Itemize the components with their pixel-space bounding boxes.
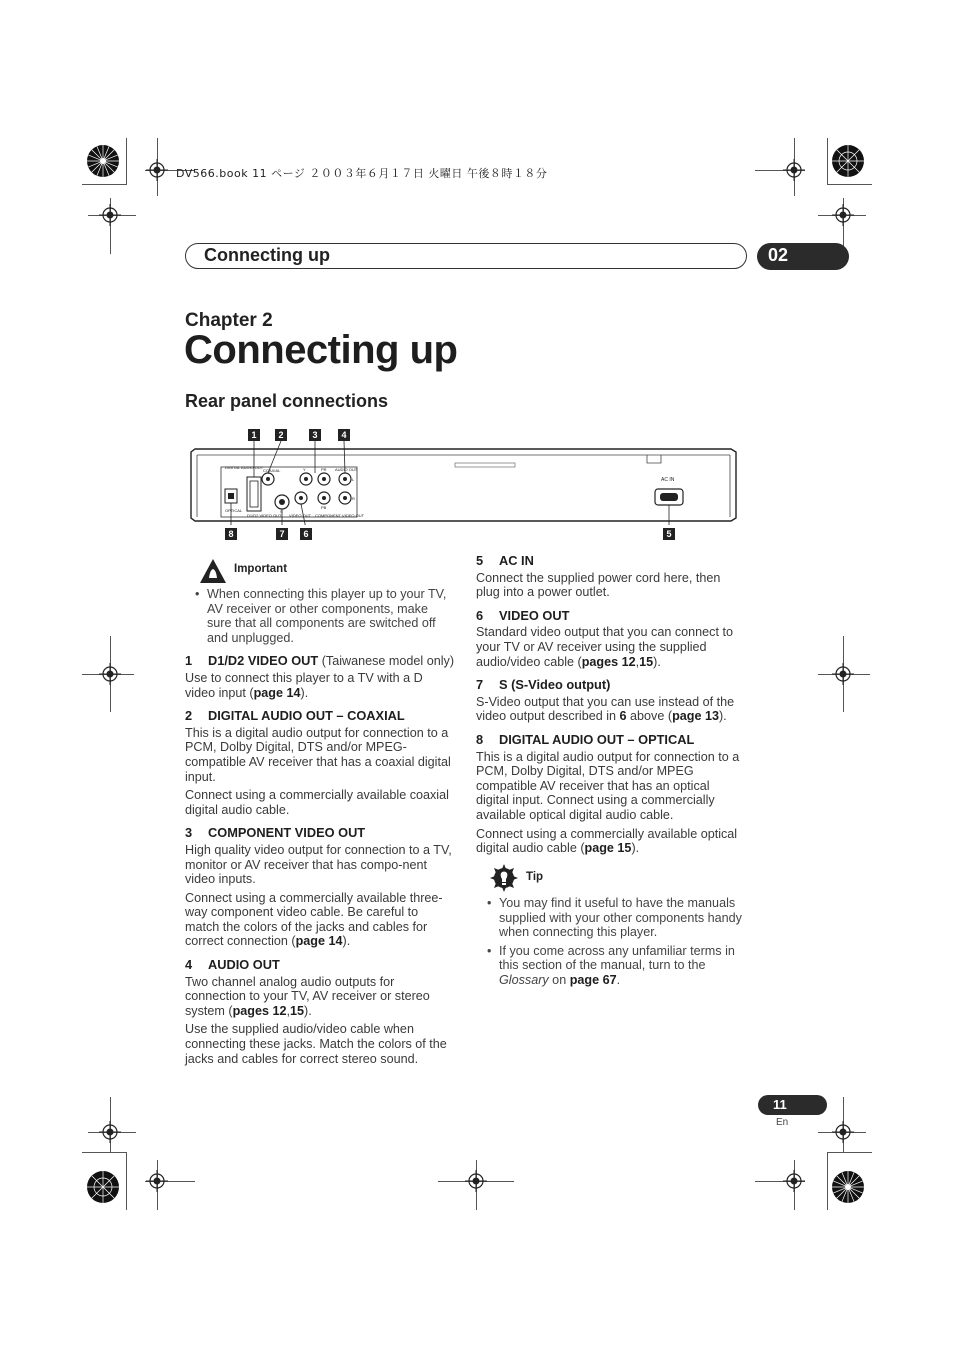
tip-content (487, 896, 745, 988)
registration-target-icon (99, 204, 121, 226)
callout-1: 1 (248, 429, 260, 441)
registration-target-icon (146, 159, 168, 181)
registration-target-icon (99, 1121, 121, 1143)
label-ac-in: AC IN (661, 477, 675, 483)
item-4-heading: 4 AUDIO OUT (185, 957, 280, 973)
running-header-title: Connecting up (204, 245, 330, 265)
label-d1d2: D1/D2 VIDEO OUT (247, 513, 282, 518)
running-header (185, 243, 747, 269)
language-code: En (776, 1117, 789, 1128)
item-5-text: Connect the supplied power cord here, then plug into a power outlet. (476, 570, 721, 600)
registration-target-icon (146, 1170, 168, 1192)
registration-rosette-icon (831, 144, 865, 178)
page-number: 11 (773, 1097, 787, 1112)
tip-lightbulb-icon (490, 864, 518, 892)
item-3-text: High quality video output for connection to a TV, monitor or AV receiver that has compo-nent video inputs. (185, 842, 452, 887)
callout-7: 7 (276, 528, 288, 540)
file-header: DV566.book 11 ページ ２００３年６月１７日 火曜日 午後８時１８分 (176, 167, 548, 180)
label-pr: PR (321, 467, 327, 472)
item-2-text-2: Connect using a commercially available coaxial digital audio cable. (185, 788, 449, 817)
item-7-heading: 7 S (S-Video output) (476, 677, 611, 693)
item-5-heading: 5 AC IN (476, 553, 534, 568)
callout-6: 6 (300, 528, 312, 540)
item-7-text: S-Video output that you can use instead of the video output described in 6 above (page 13). (476, 694, 735, 724)
page-number-badge (758, 1095, 827, 1115)
registration-rosette-icon (831, 1170, 865, 1204)
right-column (476, 554, 744, 856)
item-8-text: This is a digital audio output for connection to a PCM, Dolby Digital, DTS and/or MPEG compatible AV receiver that has an optical digital input. Connect using a commercially available optical digital audio cable. (476, 749, 740, 822)
tip-bullet-1: • You may find it useful to have the manuals supplied with your other components handy when connecting this player. (487, 896, 745, 940)
tip-bullet-2: • If you come across any unfamiliar terms in this section of the manual, turn to the Glossary on page 67. (487, 944, 745, 988)
rear-panel-diagram (185, 425, 741, 525)
chapter-title: Connecting up (184, 328, 458, 372)
registration-rosette-icon (86, 1170, 120, 1204)
label-coaxial: COAXIAL (263, 468, 281, 473)
registration-rosette-icon (86, 144, 120, 178)
registration-target-icon (832, 204, 854, 226)
item-1-text: Use to connect this player to a TV with a D video input (page 14). (185, 670, 423, 700)
callout-3: 3 (309, 429, 321, 441)
label-component-video-out: COMPONENT VIDEO OUT (315, 513, 365, 518)
label-s-video: S (280, 509, 283, 514)
item-3-heading: 3 COMPONENT VIDEO OUT (185, 825, 366, 841)
chapter-label: Chapter 2 (185, 310, 273, 331)
item-1-heading: 1 D1/D2 VIDEO OUT (Taiwanese model only) (185, 653, 455, 669)
item-8-heading: 8 DIGITAL AUDIO OUT – OPTICAL (476, 731, 695, 747)
callout-5: 5 (663, 528, 675, 540)
item-4-text-2: Use the supplied audio/video cable when connecting these jacks. Match the colors of the jacks and cables for correct stereo sound. (185, 1022, 447, 1066)
item-3-text-2: Connect using a commercially available three-way component video cable. Be careful to match the colors of the jacks and cables for correct connection (page 14). (185, 890, 443, 949)
item-8-text-2: Connect using a commercially available optical digital audio cable (page 15). (476, 826, 738, 856)
registration-target-icon (99, 663, 121, 685)
label-l: L (352, 477, 355, 482)
registration-target-icon (832, 663, 854, 685)
item-6-heading: 6 VIDEO OUT (476, 607, 570, 623)
important-bullet: • When connecting this player up to your TV, AV receiver or other components, make sure that all components are switched off and unplugged. (195, 587, 455, 645)
section-title: Rear panel connections (185, 391, 389, 411)
label-audio-out: AUDIO OUT (335, 467, 358, 472)
registration-target-icon (783, 159, 805, 181)
callout-4: 4 (338, 429, 350, 441)
registration-target-icon (832, 1121, 854, 1143)
label-optical: OPTICAL (225, 508, 243, 513)
item-2-text: This is a digital audio output for connection to a PCM, Dolby Digital, DTS and/or MPEG-compatible AV receiver that has a coaxial digital input. (185, 725, 451, 784)
important-warning-icon (199, 558, 227, 584)
chapter-number: 02 (768, 245, 789, 265)
tip-label: Tip (526, 871, 544, 883)
label-video-out: VIDEO OUT (289, 513, 312, 518)
label-pb: PB (321, 505, 327, 510)
registration-target-icon (465, 1170, 487, 1192)
callout-2: 2 (275, 429, 287, 441)
important-label: Important (234, 563, 288, 575)
label-digital-audio-out: DIGITAL AUDIO OUT (225, 465, 264, 470)
label-y: Y (303, 467, 306, 472)
label-r: R (352, 496, 355, 501)
item-4-text: Two channel analog audio outputs for connection to your TV, AV receiver or stereo system (pages 12,15). (185, 974, 430, 1018)
left-column (185, 587, 455, 1066)
callout-8: 8 (225, 528, 237, 540)
item-6-text: Standard video output that you can connect to your TV or AV receiver using the supplied audio/video cable (pages 12,15). (476, 625, 733, 669)
registration-target-icon (783, 1170, 805, 1192)
item-2-heading: 2 DIGITAL AUDIO OUT – COAXIAL (185, 708, 405, 724)
chapter-number-badge (757, 243, 849, 270)
